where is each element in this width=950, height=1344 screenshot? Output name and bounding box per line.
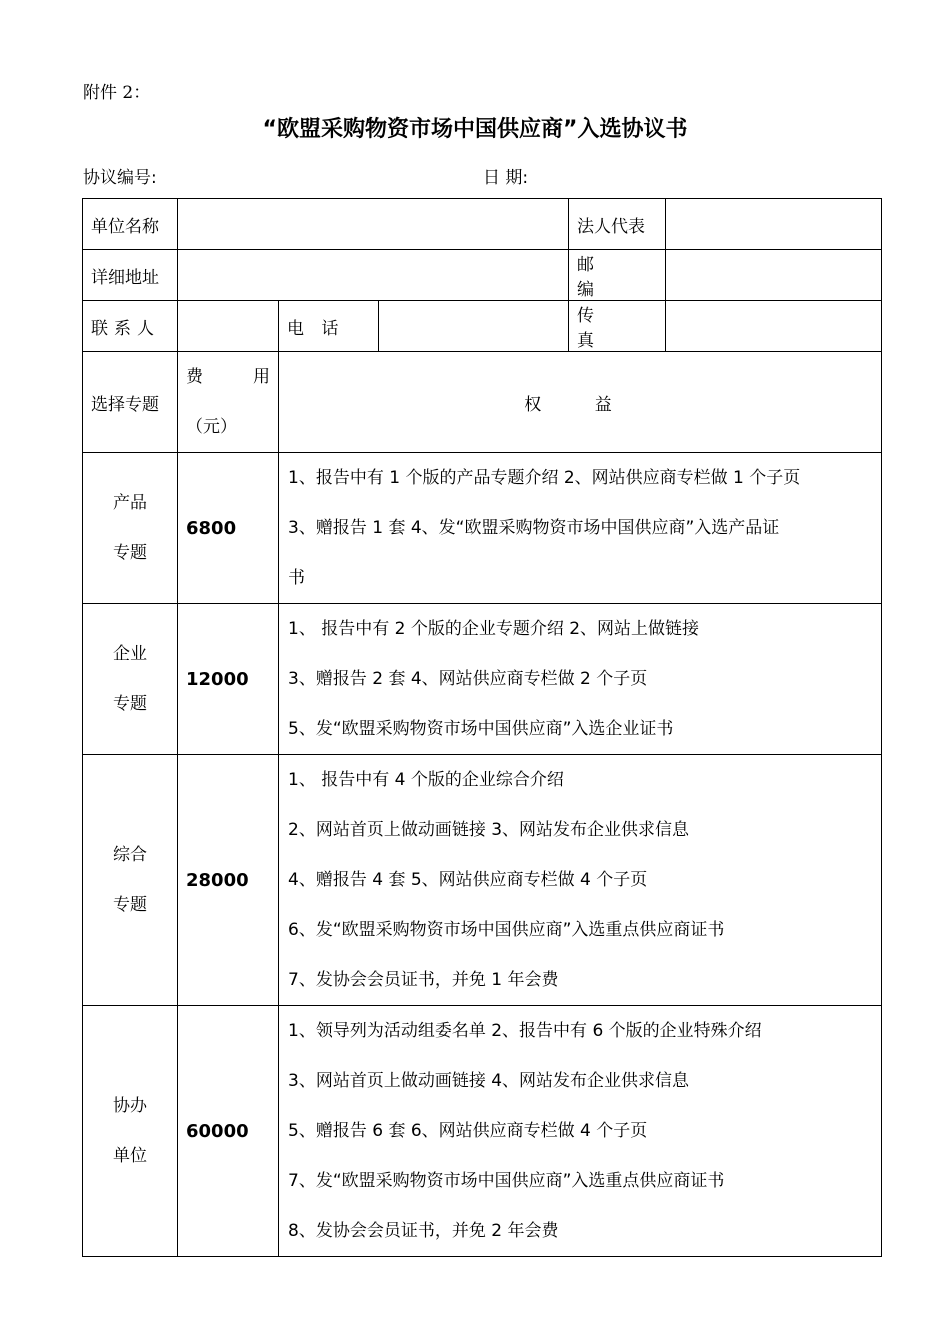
legal-representative-label: 法人代表: [569, 199, 666, 250]
benefits-cell: [279, 604, 882, 755]
fax-field[interactable]: [666, 301, 882, 352]
topic-line-2: 专题: [113, 694, 147, 714]
topic-line-2: 专题: [113, 895, 147, 915]
benefits-cell: [279, 755, 882, 1006]
unit-name-row: [83, 199, 882, 250]
fee-value: 6800: [178, 453, 279, 604]
topic-cell: [83, 1006, 178, 1257]
topic-cell: [83, 453, 178, 604]
date-label: 日 期:: [483, 168, 529, 188]
select-topic-header: 选择专题: [83, 352, 178, 453]
fee-header-char-2: 用: [253, 367, 270, 387]
agreement-number-label: 协议编号:: [83, 168, 157, 188]
package-row: [83, 453, 882, 604]
topic-cell: [83, 755, 178, 1006]
package-row: [83, 1006, 882, 1257]
benefit-line: 2、网站首页上做动画链接 3、网站发布企业供求信息: [288, 820, 690, 840]
benefit-line: 6、发“欧盟采购物资市场中国供应商”入选重点供应商证书: [288, 920, 725, 940]
fee-header-unit: （元）: [186, 417, 237, 437]
fee-value: 12000: [178, 604, 279, 755]
attachment-label: 附件 2：: [83, 83, 151, 103]
address-row: [83, 250, 882, 301]
fee-header-char-1: 费: [186, 367, 203, 387]
benefits-header: 权 益: [279, 352, 882, 453]
fee-value: 60000: [178, 1006, 279, 1257]
phone-label: 电 话: [279, 301, 379, 352]
benefit-line: 5、赠报告 6 套 6、网站供应商专栏做 4 个子页: [288, 1121, 648, 1141]
benefit-line: 1、领导列为活动组委名单 2、报告中有 6 个版的企业特殊介绍: [288, 1021, 762, 1041]
benefit-line: 7、发协会会员证书，并免 1 年会费: [288, 970, 559, 990]
unit-name-field[interactable]: [178, 199, 569, 250]
fax-label: 传 真: [569, 301, 666, 352]
legal-representative-field[interactable]: [666, 199, 882, 250]
topic-header-row: [83, 352, 882, 453]
fee-header: [178, 352, 279, 453]
package-row: [83, 755, 882, 1006]
address-field[interactable]: [178, 250, 569, 301]
topic-line-2: 单位: [113, 1146, 147, 1166]
phone-field[interactable]: [379, 301, 569, 352]
contact-row: [83, 301, 882, 352]
benefit-line: 4、赠报告 4 套 5、网站供应商专栏做 4 个子页: [288, 870, 648, 890]
benefit-line: 1、 报告中有 4 个版的企业综合介绍: [288, 770, 564, 790]
benefit-line: 8、发协会会员证书，并免 2 年会费: [288, 1221, 559, 1241]
contact-person-label: 联系人: [83, 301, 178, 352]
contact-person-field[interactable]: [178, 301, 279, 352]
topic-line-1: 产品: [113, 493, 147, 513]
benefit-line: 3、赠报告 2 套 4、网站供应商专栏做 2 个子页: [288, 669, 648, 689]
benefit-line: 7、发“欧盟采购物资市场中国供应商”入选重点供应商证书: [288, 1171, 725, 1191]
topic-line-2: 专题: [113, 543, 147, 563]
topic-line-1: 综合: [113, 845, 147, 865]
benefits-cell: [279, 453, 882, 604]
benefits-cell: [279, 1006, 882, 1257]
address-label: 详细地址: [83, 250, 178, 301]
unit-name-label: 单位名称: [83, 199, 178, 250]
benefit-line: 书: [288, 568, 305, 588]
topic-cell: [83, 604, 178, 755]
benefit-line: 3、赠报告 1 套 4、发“欧盟采购物资市场中国供应商”入选产品证: [288, 518, 780, 538]
agreement-form-table: [82, 198, 882, 1257]
postcode-label: 邮 编: [569, 250, 666, 301]
document-title: “欧盟采购物资市场中国供应商”入选协议书: [262, 117, 688, 142]
topic-line-1: 企业: [113, 644, 147, 664]
postcode-field[interactable]: [666, 250, 882, 301]
benefit-line: 1、 报告中有 2 个版的企业专题介绍 2、网站上做链接: [288, 619, 700, 639]
benefit-line: 5、发“欧盟采购物资市场中国供应商”入选企业证书: [288, 719, 674, 739]
topic-line-1: 协办: [113, 1096, 147, 1116]
benefit-line: 3、网站首页上做动画链接 4、网站发布企业供求信息: [288, 1071, 690, 1091]
fee-value: 28000: [178, 755, 279, 1006]
package-row: [83, 604, 882, 755]
benefit-line: 1、报告中有 1 个版的产品专题介绍 2、网站供应商专栏做 1 个子页: [288, 468, 801, 488]
